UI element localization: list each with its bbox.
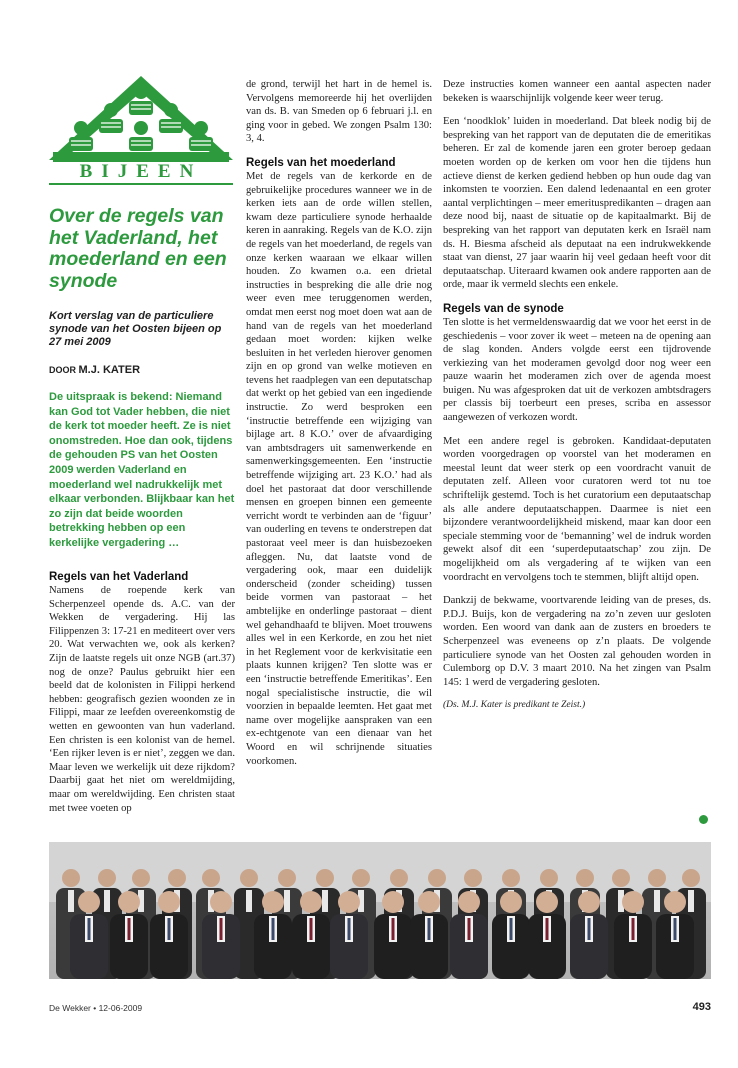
- paragraph-synode-1: Ten slotte is het vermeldenswaardig dat we voor het eerst in de geschiedenis – voor zover ik weet – meteen na de opening aan de slag konden. Anders volgde eerst een tijdrovende verkiezing van het moderamen gevolgd door nog weer een pauze waarin het moderamen zich over de agenda moest buigen. Nu was afgesproken dat uit de verkozen ambtsdragers per classis bij toerbeurt een preses, scriba en assessor aangewezen of verkozen wordt.: [443, 316, 711, 424]
- byline-author: M.J. KATER: [78, 364, 141, 376]
- heading-synode: Regels van de synode: [443, 302, 564, 315]
- logo-word: BIJEEN: [79, 161, 203, 182]
- paragraph-synode-3: Dankzij de bekwame, voortvarende leiding van de preses, ds. P.D.J. Buijs, kon de vergadering na zo’n zeven uur gesloten worden. Een woord van dank aan de zusters en broeders te Scherpenzeel was eveneens op z’n plaats. De volgende particuliere synode van het Oosten zal gehouden worden in Culemborg op D.V. 3 maart 2010. Na het zingen van Psalm 145: 1 werd de vergadering gesloten.: [443, 595, 711, 688]
- heading-moederland: Regels van het moederland: [246, 156, 396, 169]
- column-1: [49, 570, 235, 815]
- author-note: (Ds. M.J. Kater is predikant te Zeist.): [443, 700, 586, 711]
- footer-publication: De Wekker • 12-06-2009: [49, 1003, 143, 1013]
- paragraph-synode-2: Met een andere regel is gebroken. Kandidaat-deputaten worden voorgedragen op voorstel van het moderamen en meestal leunt dat weer sterk op een voordracht vanuit de deputaten zelf. Alleen voor curatoren werd tot nu toe schriftelijk gestemd. Toch is het curatorium een deputaatschap als alle andere deputaatschappen. Daarmee is niet een bijzondere verantwoordelijkheid miskend, maar kan door een speciale stemming voor de ‘bemanning’ wel de indruk worden gewekt alsof dit een ‘superdeputaatschap’ zou zijn. De mogelijkheid om als vergadering af te wijken van een voordracht en vervolgens toch te stemmen, blijft altijd open.: [443, 435, 711, 583]
- byline: [49, 364, 235, 376]
- article-subtitle: Kort verslag van de particuliere synode van het Oosten bijeen op 27 mei 2009: [49, 310, 222, 348]
- column-2: [246, 78, 432, 768]
- paragraph-moederland-2: Deze instructies komen wanneer een aantal aspecten nader bekeken is waarschijnlijk volgende keer weer terug.: [443, 79, 711, 104]
- paragraph-moederland-1: Met de regels van de kerkorde en de gebruikelijke procedures wanneer we in de kerken iets aan de orde willen stellen, kwam deze particuliere synode herhaalde keren in aanraking. Regels van de K.O. zijn de regels van het moederland, de regels van onze kerken waaraan we elkaar willen houden. Zo kwamen o.a. een drietal instructies in bespreking die alle drie nog weer even mee teruggenomen werden, omdat men eerst nog moet doen wat aan de hand van de regels van het moederland gedaan moet worden: kijken welke besluiten in het verleden hierover genomen zijn en op grond van welke motieven en tevens het raadplegen van een deputatschap dat werkt op het gebied van een ingediende instructie. Zo werd besproken een ‘instructie betreffende een wijziging van bijlage art. 8 K.O.’ over de afvaardiging van ambtsdragers uit samenwerkende en samenwerkingsgemeenten. Een ‘instructie betreffende wijziging art. 23 K.O.’ had als doel het pastoraat dat door verschillende mensen en groepen binnen een gemeente verricht wordt te verbinden aan de ‘figuur’ van ouderling en tevens te onderstrepen dat pastoraat veel meer is dan huisbezoeken afleggen. Nu, dat laatste vond de vergadering ook, maar een duidelijk onderscheid (zonder scheiding) tussen beide vormen van pastoraat – het ambtelijke en onderlinge pastoraat – dient wel gehandhaafd te blijven. Moet trouwens alles wel in een Kerkorde, en zou het niet in het Reglement voor de kerkvisitatie een plaats kunnen krijgen? Ten slotte was er een ‘instructie betreffende Emeritikas’. Een nogal specialistische instructie, die wil voorzien in bepaalde leemten. Het gaat met name over mogelijke aanspraken van een ex-echtgenote van een dienaar van het Woord en wil schrijnende situaties voorkomen.: [246, 170, 432, 767]
- article-title: Over de regels van het Vaderland, het moederland en een synode: [49, 205, 227, 292]
- heading-vaderland: Regels van het Vaderland: [49, 571, 189, 583]
- paragraph-vaderland-cont: de grond, terwijl het hart in de hemel is. Vervolgens memoreerde hij het overlijden van ds. B. van Smeden op 6 februari j.l. en ging voor in gebed. We zongen Psalm 130: 3, 4.: [246, 79, 432, 145]
- paragraph-vaderland-1: Namens de roepende kerk van Scherpenzeel opende ds. A.C. van der Wekken de vergadering. Hij las Filippenzen 3: 17-21 en mediteert over vers 20. Wat verwachten we, ook als kerken? Zijn de laatste regels uit onze NGB (art.37) nog de onze? Paulus gebruikt hier een beeld dat de kolonisten in Filippi herkend hebben: geografisch gezien woonden ze in Filippi, maar ze leefden overeenkomstig de wetten en gewoonten van hun vaderland. Een christen is een kolonist van de hemel. ‘Een rijker leven is er niet’, zeggen we dan. Maar leven we werkelijk uit deze rijkdom? Daarbij gaat het niet om wereldmijding, maar om wereldwijding. Een christen staat met twee voeten op: [49, 585, 235, 814]
- column-3: [443, 78, 711, 713]
- article-intro: De uitspraak is bekend: Niemand kan God tot Vader hebben, die niet de kerk tot moeder heeft. Ze is niet onomstreden. Hoe dan ook, tijdens de gehouden PS van het Oosten 2009 werden Vaderland en moederland wel nadrukkelijk met elkaar verbonden. Blijkbaar kan het zo zijn dat beide woorden betrekking hebben op een kerkelijke vergadering …: [49, 391, 235, 549]
- byline-prefix: DOOR: [49, 365, 76, 375]
- paragraph-moederland-3: Een ‘noodklok’ luiden in moederland. Dat bleek nodig bij de bespreking van het rapport van de deputaten die de emeritikas beheren. Er zal de komende jaren een groter beroep gedaan moeten worden op de kerken om voor hen die tijdens hun actieve dienst de kerken gediend hebben op hun oude dag van inkomsten te voorzien. Een dalend ledenaantal en een groter aantal verplichtingen – meer emerituspredikanten – dragen aan deze nood bij, naast de situatie op de kapitaalmarkt. Bij de bespreking van het rapport van deputaten kerk en Israël nam ds. H. Biesma afscheid als deputaat na een indrukwekkende staat van dienst, 27 jaar waarin hij veel gedaan heeft voor dit deputaatschap. Uiteraard kwamen ook andere rapporten aan de orde, maar ik vermeld slechts een enkele.: [443, 116, 711, 291]
- page-number: 493: [692, 1001, 711, 1013]
- bijeen-logo: [49, 72, 233, 188]
- group-photo: [49, 842, 711, 979]
- end-mark-dot: [699, 815, 708, 824]
